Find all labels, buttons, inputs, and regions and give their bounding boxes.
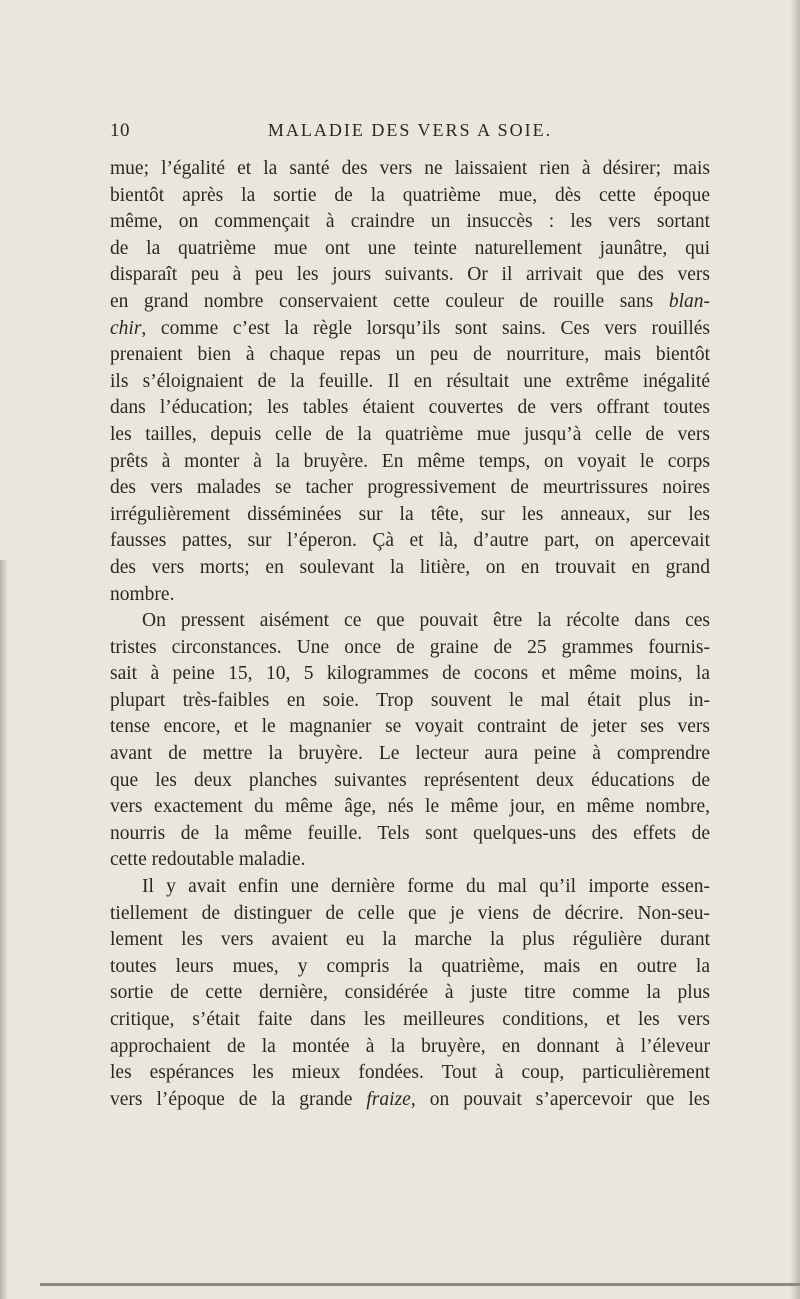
text-line: des vers malades se tacher progressivement de meurtrissures noires: [110, 477, 710, 499]
text-line: de la quatrième mue ont une teinte naturellement jaunâtre, qui: [110, 237, 710, 259]
text-line: sait à peine 15, 10, 5 kilogrammes de cocons et même moins, la: [110, 663, 710, 685]
text-line: vers l’époque de la grande fraize, on pouvait s’apercevoir que les: [110, 1088, 710, 1110]
text-line: fausses pattes, sur l’éperon. Çà et là, d’autre part, on apercevait: [110, 530, 710, 552]
text-line: prenaient bien à chaque repas un peu de nourriture, mais bientôt: [110, 344, 710, 366]
text-line: critique, s’était faite dans les meilleures conditions, et les vers: [110, 1009, 710, 1030]
page-edge-shadow-left: [0, 560, 8, 1299]
text-line: dans l’éducation; les tables étaient couvertes de vers offrant toutes: [110, 397, 710, 419]
page-header: [110, 120, 710, 150]
text-line: disparaît peu à peu les jours suivants. Or il arrivait que des vers: [110, 264, 710, 286]
text-line: chir, comme c’est la règle lorsqu’ils sont sains. Ces vers rouillés: [110, 317, 710, 339]
text-line: bientôt après la sortie de la quatrième mue, dès cette époque: [110, 184, 710, 206]
text-line: tiellement de distinguer de celle que je viens de décrire. Non-seu-: [110, 902, 710, 924]
text-line: Il y avait enfin une dernière forme du mal qu’il importe essen-: [142, 876, 710, 898]
text-line: tense encore, et le magnanier se voyait contraint de jeter ses vers: [110, 716, 710, 738]
text-line: toutes leurs mues, y compris la quatrième, mais en outre la: [110, 955, 710, 977]
text-line: vers exactement du même âge, nés le même jour, en même nombre,: [110, 796, 710, 818]
text-line: ils s’éloignaient de la feuille. Il en résultait une extrême inégalité: [110, 370, 710, 392]
text-line: mue; l’égalité et la santé des vers ne laissaient rien à désirer; mais: [110, 158, 710, 179]
text-line: prêts à monter à la bruyère. En même temps, on voyait le corps: [110, 450, 710, 472]
text-line: nombre.: [110, 583, 175, 605]
running-title: MALADIE DES VERS A SOIE.: [267, 120, 553, 140]
text-line: que les deux planches suivantes représentent deux éducations de: [110, 769, 710, 791]
text-line: nourris de la même feuille. Tels sont quelques-uns des effets de: [110, 822, 710, 844]
text-line: approchaient de la montée à la bruyère, en donnant à l’éleveur: [110, 1035, 710, 1057]
page-number: 10: [110, 120, 130, 141]
text-line: les tailles, depuis celle de la quatrième mue jusqu’à celle de vers: [110, 423, 710, 445]
text-line: sortie de cette dernière, considérée à juste titre comme la plus: [110, 982, 710, 1004]
text-line: même, on commençait à craindre un insuccès : les vers sortant: [110, 211, 710, 233]
text-line: en grand nombre conservaient cette couleur de rouille sans blan-: [110, 290, 710, 312]
text-line: des vers morts; en soulevant la litière, on en trouvait en grand: [110, 556, 710, 578]
text-line: cette redoutable maladie.: [110, 849, 306, 871]
text-line: tristes circonstances. Une once de graine de 25 grammes fournis-: [110, 636, 710, 658]
text-line: lement les vers avaient eu la marche la plus régulière durant: [110, 929, 710, 951]
bottom-rule: [40, 1283, 800, 1286]
page-edge-shadow-right: [790, 0, 800, 1299]
text-line: les espérances les mieux fondées. Tout à coup, particulièrement: [110, 1062, 710, 1084]
body-text: [110, 156, 710, 1113]
text-line: avant de mettre la bruyère. Le lecteur aura peine à comprendre: [110, 743, 710, 765]
text-line: On pressent aisément ce que pouvait être la récolte dans ces: [142, 610, 710, 632]
text-line: irrégulièrement disséminées sur la tête, sur les anneaux, sur les: [110, 503, 710, 525]
text-line: plupart très-faibles en soie. Trop souvent le mal était plus in-: [110, 689, 710, 711]
